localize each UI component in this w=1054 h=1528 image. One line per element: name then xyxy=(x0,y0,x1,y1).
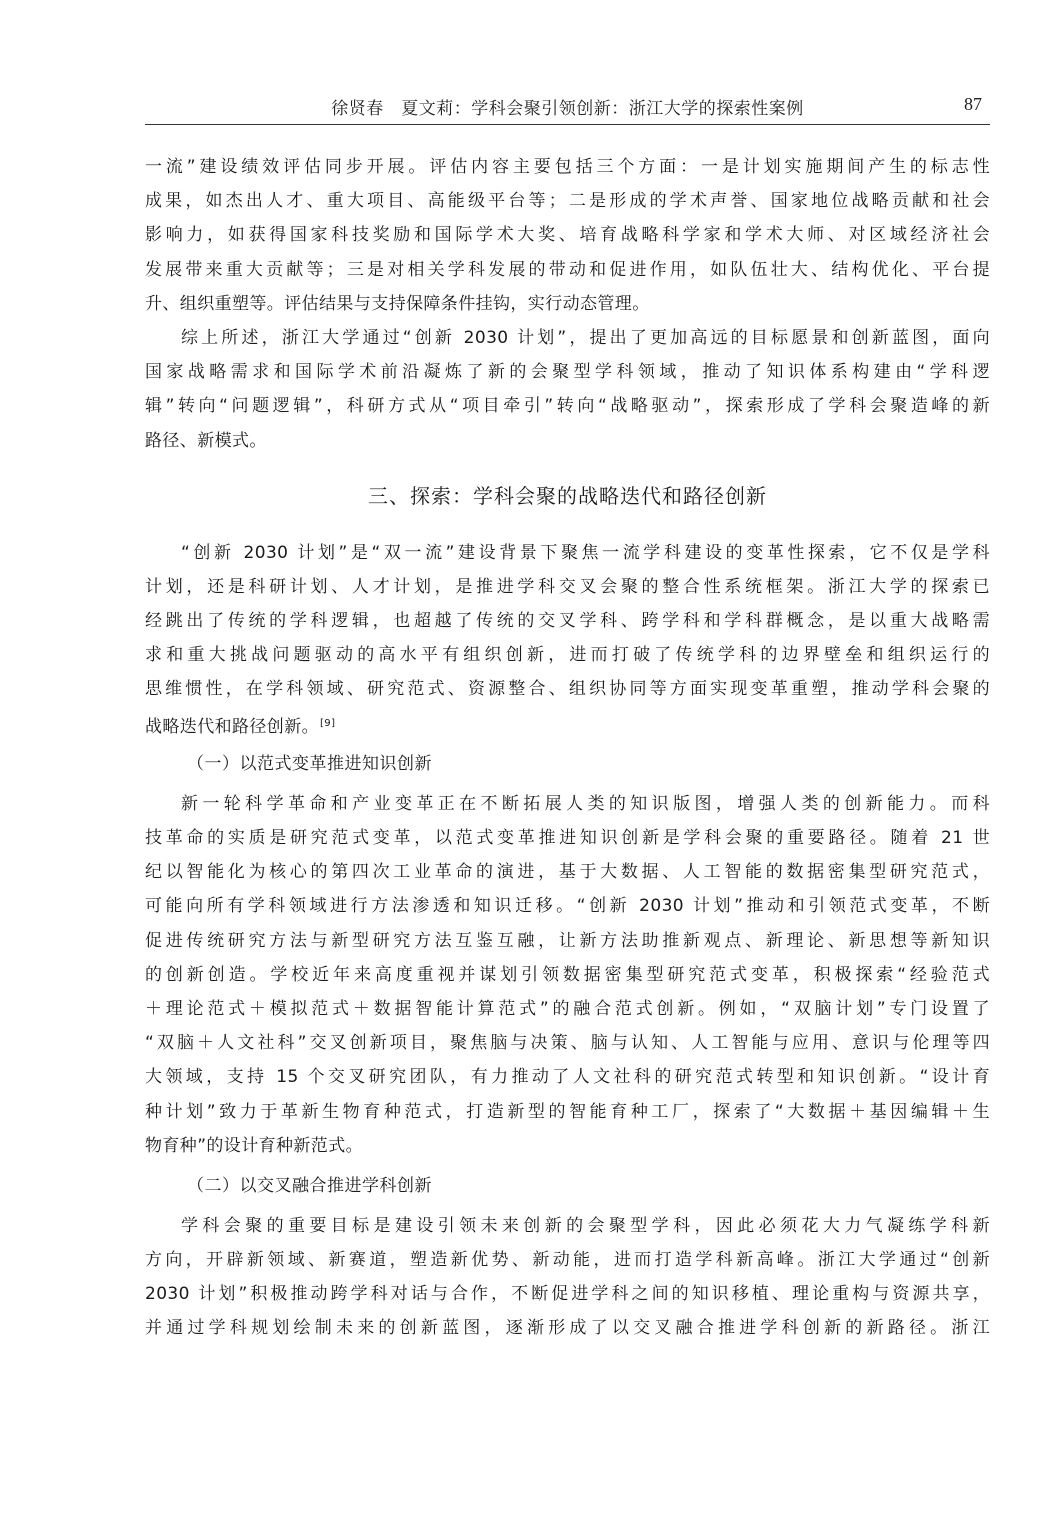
section-heading: 三、探索：学科会聚的战略迭代和路径创新 xyxy=(368,483,767,508)
text-line: 物育种”的设计育种新范式。 xyxy=(145,1135,364,1156)
text-line: 升、组织重塑等。评估结果与支持保障条件挂钩，实行动态管理。 xyxy=(145,293,650,314)
text-line: 的创新创造。学校近年来高度重视并谋划引领数据密集型研究范式变革，积极探索“经验范式 xyxy=(145,964,990,985)
text-line: 思维惯性，在学科领域、研究范式、资源整合、组织协同等方面实现变革重塑，推动学科会聚的 xyxy=(145,679,990,700)
text-line: 大领域，支持 15 个交叉研究团队，有力推动了人文社科的研究范式转型和知识创新。“设计育 xyxy=(145,1067,990,1088)
text-line-with-citation xyxy=(145,707,990,741)
subsection-heading: （一）以范式变革推进知识创新 xyxy=(187,753,432,774)
citation-ref[interactable]: [9] xyxy=(320,717,336,729)
paragraph-5 xyxy=(145,1209,990,1346)
text-line: 学科会聚的重要目标是建设引领未来创新的会聚型学科，因此必须花大力气凝练学科新 xyxy=(181,1215,990,1236)
subsection-heading: （二）以交叉融合推进学科创新 xyxy=(187,1175,432,1196)
text-line: 路径、新模式。 xyxy=(145,430,267,451)
text-line: 技革命的实质是研究范式变革，以范式变革推进知识创新是学科会聚的重要路径。随着 21 世 xyxy=(145,828,990,848)
text-line: 种计划”致力于革新生物育种范式，打造新型的智能育种工厂，探索了“大数据＋基因编辑＋生 xyxy=(145,1101,990,1122)
text-line: 经跳出了传统的学科逻辑，也超越了传统的交叉学科、跨学科和学科群概念，是以重大战略需 xyxy=(145,611,990,632)
text-line: 新一轮科学革命和产业变革正在不断拓展人类的知识版图，增强人类的创新能力。而科 xyxy=(181,793,990,814)
text-line: 并通过学科规划绘制未来的创新蓝图，逐渐形成了以交叉融合推进学科创新的新路径。浙江 xyxy=(145,1318,990,1339)
text-line: 国家战略需求和国际学术前沿凝炼了新的会聚型学科领域，推动了知识体系构建由“学科逻 xyxy=(145,362,990,383)
text-line: 方向，开辟新领域、新赛道，塑造新优势、新动能，进而打造学科新高峰。浙江大学通过“创新 xyxy=(145,1250,990,1271)
paragraph-3 xyxy=(145,536,990,741)
paragraph-4 xyxy=(145,787,990,1163)
paragraph-1 xyxy=(145,150,990,321)
text-line: 综上所述，浙江大学通过“创新 2030 计划”，提出了更加高远的目标愿景和创新蓝图，面向 xyxy=(181,327,990,348)
text-line: 求和重大挑战问题驱动的高水平有组织创新，进而打破了传统学科的边界壁垒和组织运行的 xyxy=(145,645,990,666)
text-line: 发展带来重大贡献等；三是对相关学科发展的带动和促进作用，如队伍壮大、结构优化、平台提 xyxy=(145,259,990,280)
text-line-content: 战略迭代和路径创新。 xyxy=(145,716,319,737)
text-line: “创新 2030 计划”是“双一流”建设背景下聚焦一流学科建设的变革性探索，它不仅是学科 xyxy=(181,542,990,563)
text-line: 辑”转向“问题逻辑”，科研方式从“项目牵引”转向“战略驱动”，探索形成了学科会聚造峰的新 xyxy=(145,396,990,417)
page-number: 87 xyxy=(964,94,982,114)
text-line: “双脑＋人文社科”交叉创新项目，聚焦脑与决策、脑与认知、人工智能与应用、意识与伦理等四 xyxy=(145,1033,990,1054)
paragraph-2 xyxy=(145,321,990,458)
text-line: 计划，还是科研计划、人才计划，是推进学科交叉会聚的整合性系统框架。浙江大学的探索已 xyxy=(145,576,990,597)
text-line: 成果，如杰出人才、重大项目、高能级平台等；二是形成的学术声誉、国家地位战略贡献和社会 xyxy=(145,191,990,212)
running-header xyxy=(145,92,990,125)
header-title: 徐贤春 夏文莉：学科会聚引领创新：浙江大学的探索性案例 xyxy=(331,99,804,119)
text-line: ＋理论范式＋模拟范式＋数据智能计算范式”的融合范式创新。例如，“双脑计划”专门设置了 xyxy=(145,998,990,1019)
text-line: 一流”建设绩效评估同步开展。评估内容主要包括三个方面：一是计划实施期间产生的标志性 xyxy=(145,157,990,177)
text-line: 纪以智能化为核心的第四次工业革命的演进，基于大数据、人工智能的数据密集型研究范式， xyxy=(145,862,990,883)
text-line: 2030 计划”积极推动跨学科对话与合作，不断促进学科之间的知识移植、理论重构与资源共享， xyxy=(145,1284,990,1305)
article-body xyxy=(145,150,990,1346)
text-line: 可能向所有学科领域进行方法渗透和知识迁移。“创新 2030 计划”推动和引领范式变革，不断 xyxy=(145,896,990,917)
text-line: 促进传统研究方法与新型研究方法互鉴互融，让新方法助推新观点、新理论、新思想等新知识 xyxy=(145,930,990,951)
text-line: 影响力，如获得国家科技奖励和国际学术大奖、培育战略科学家和学术大师、对区域经济社会 xyxy=(145,225,990,246)
